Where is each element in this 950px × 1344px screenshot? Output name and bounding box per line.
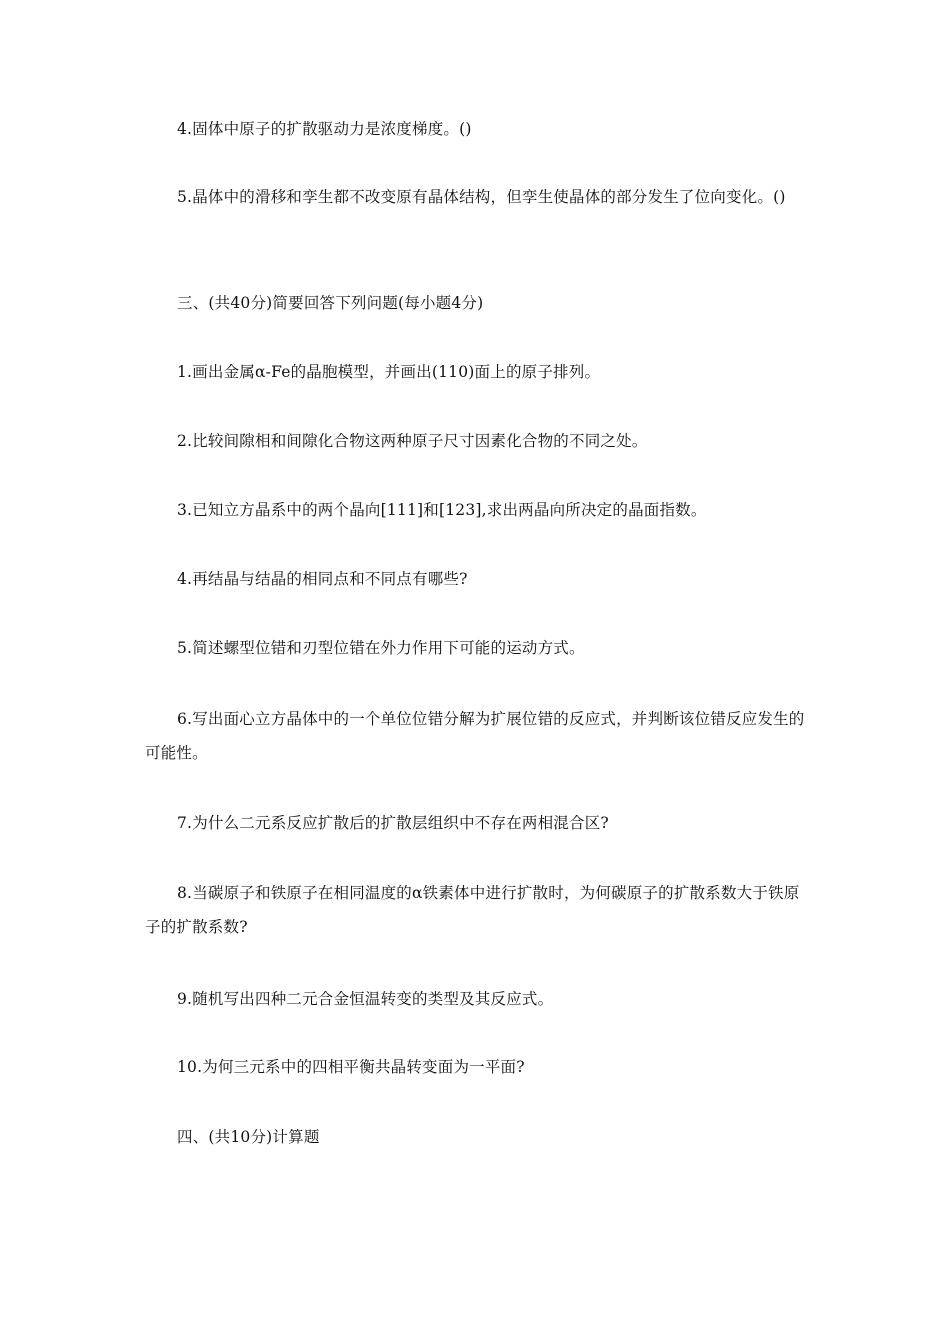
short-answer-question-7: 7.为什么二元系反应扩散后的扩散层组织中不存在两相混合区? [177,814,609,832]
section-4-heading: 四、(共10分)计算题 [177,1128,320,1146]
short-answer-question-5: 5.简述螺型位错和刃型位错在外力作用下可能的运动方式。 [177,639,585,657]
short-answer-question-6: 6.写出面心立方晶体中的一个单位位错分解为扩展位错的反应式，并判断该位错反应发生的可能性。 [145,710,805,762]
short-answer-question-9: 9.随机写出四种二元合金恒温转变的类型及其反应式。 [177,990,554,1008]
short-answer-question-4: 4.再结晶与结晶的相同点和不同点有哪些? [177,570,468,588]
short-answer-question-10: 10.为何三元系中的四相平衡共晶转变面为一平面? [177,1058,525,1076]
short-answer-question-8: 8.当碳原子和铁原子在相同温度的α铁素体中进行扩散时，为何碳原子的扩散系数大于铁原子的扩散系数? [145,884,800,936]
true-false-question-4: 4.固体中原子的扩散驱动力是浓度梯度。() [177,120,472,138]
true-false-question-5: 5.晶体中的滑移和孪生都不改变原有晶体结构，但孪生使晶体的部分发生了位向变化。() [177,188,786,206]
short-answer-question-3: 3.已知立方晶系中的两个晶向[111]和[123],求出两晶向所决定的晶面指数。 [177,501,707,519]
short-answer-question-1: 1.画出金属α-Fe的晶胞模型，并画出(110)面上的原子排列。 [177,363,601,381]
section-3-heading: 三、(共40分)简要回答下列问题(每小题4分) [177,294,484,312]
short-answer-question-2: 2.比较间隙相和间隙化合物这两种原子尺寸因素化合物的不同之处。 [177,432,648,450]
